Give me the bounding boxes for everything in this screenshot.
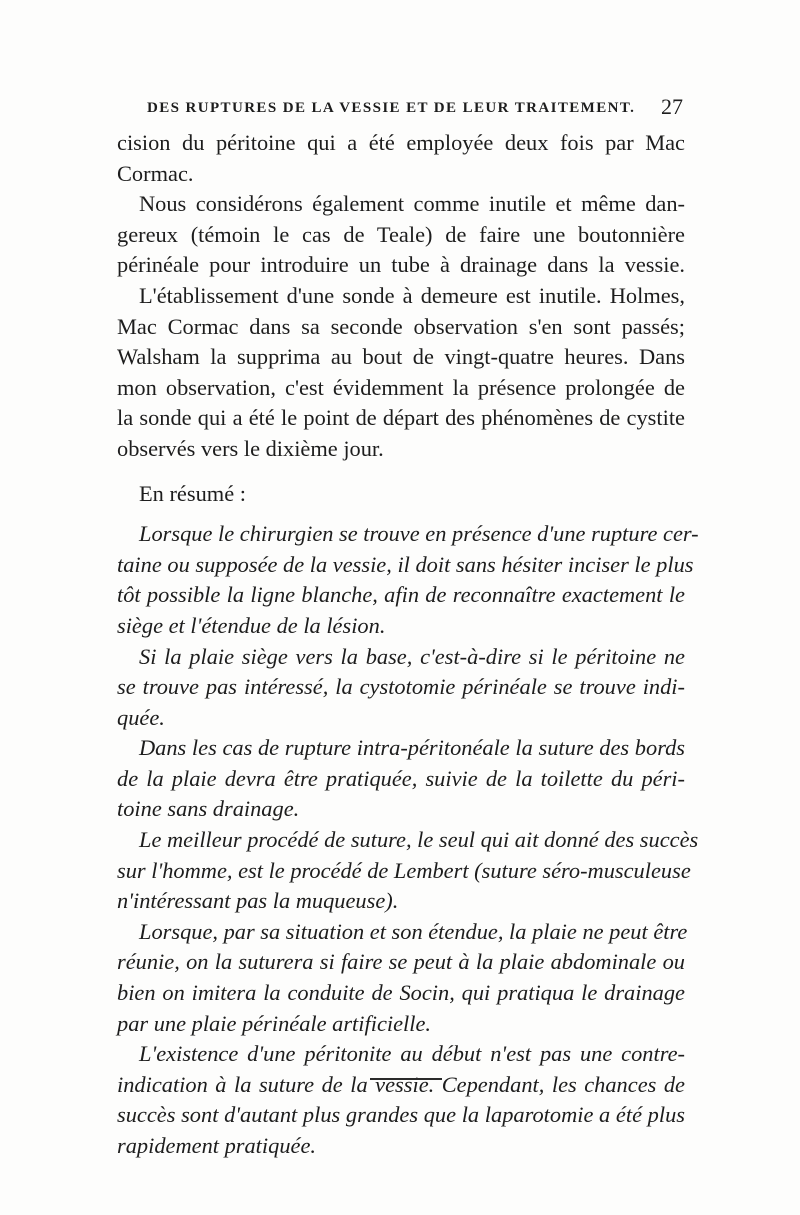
text-line: siège et l'étendue de la lésion. — [117, 612, 386, 638]
text-line: Si la plaie siège vers la base, c'est-à-dire si le péritoine ne — [139, 643, 685, 669]
text-line: mon observation, c'est évidemment la présence prolongée de — [117, 374, 685, 400]
text-line: succès sont d'autant plus grandes que la laparotomie a été plus — [117, 1102, 685, 1128]
text-line: Walsham la supprima au bout de vingt-quatre heures. Dans — [117, 344, 685, 370]
running-title: DES RUPTURES DE LA VESSIE ET DE LEUR TRAITEMENT. — [147, 100, 636, 116]
paragraph — [117, 733, 685, 825]
text-line: Nous considérons également comme inutile et même dan- — [139, 191, 685, 217]
text-line: toine sans drainage. — [117, 796, 300, 822]
text-line: cision du péritoine qui a été employée deux fois par Mac — [117, 130, 685, 155]
text-line: Lorsque le chirurgien se trouve en présence d'une rupture cer- — [139, 521, 699, 547]
paragraph — [117, 642, 685, 734]
text-line: de la plaie devra être pratiquée, suivie de la toilette du péri- — [117, 765, 685, 791]
text-line: sur l'homme, est le procédé de Lembert (suture séro-musculeuse — [117, 857, 691, 883]
text-line: Le meilleur procédé de suture, le seul qui ait donné des succès — [139, 827, 699, 853]
text-line: tôt possible la ligne blanche, afin de reconnaître exactement le — [117, 582, 685, 608]
text-line: L'existence d'une péritonite au début n'est pas une contre- — [139, 1041, 685, 1067]
paragraph — [117, 519, 699, 641]
text-line: par une plaie périnéale artificielle. — [117, 1010, 432, 1036]
page-number: 27 — [661, 94, 683, 119]
text-line: indication à la suture de la vessie. Cependant, les chances de — [117, 1071, 685, 1097]
paragraph — [117, 825, 699, 917]
text-line: Mac Cormac dans sa seconde observation s'en sont passés; — [117, 313, 685, 339]
text-line: Lorsque, par sa situation et son étendue, la plaie ne peut être — [139, 918, 688, 944]
section-end-rule — [370, 1078, 442, 1080]
page-header — [117, 94, 687, 124]
text-line: Dans les cas de rupture intra-péritonéale la suture des bords — [139, 735, 685, 761]
paragraph — [117, 281, 685, 465]
text-line: gereux (témoin le cas de Teale) de faire une boutonnière — [117, 221, 685, 247]
text-line: réunie, on la suturera si faire se peut à la plaie abdominale ou — [117, 949, 685, 975]
paragraph — [117, 1039, 685, 1161]
text-line: observés vers le dixième jour. — [117, 435, 384, 461]
text-line: taine ou supposée de la vessie, il doit sans hésiter inciser le plus — [117, 551, 694, 577]
paragraph — [117, 479, 685, 510]
text-line: se trouve pas intéressé, la cystotomie périnéale se trouve indi- — [117, 674, 685, 700]
paragraph — [117, 917, 688, 1039]
text-line: bien on imitera la conduite de Socin, qui pratiqua le drainage — [117, 980, 685, 1006]
text-line: En résumé : — [139, 480, 246, 506]
text-line: n'intéressant pas la muqueuse). — [117, 888, 399, 914]
text-line: Cormac. — [117, 160, 194, 186]
body-text — [117, 128, 699, 1162]
text-line: périnéale pour introduire un tube à drainage dans la vessie. — [117, 252, 685, 278]
text-line: quée. — [117, 704, 165, 730]
paragraph — [117, 128, 685, 189]
text-line: L'établissement d'une sonde à demeure est inutile. Holmes, — [139, 282, 685, 308]
text-line: rapidement pratiquée. — [117, 1133, 316, 1158]
text-line: la sonde qui a été le point de départ des phénomènes de cystite — [117, 405, 685, 431]
paragraph — [117, 189, 685, 281]
